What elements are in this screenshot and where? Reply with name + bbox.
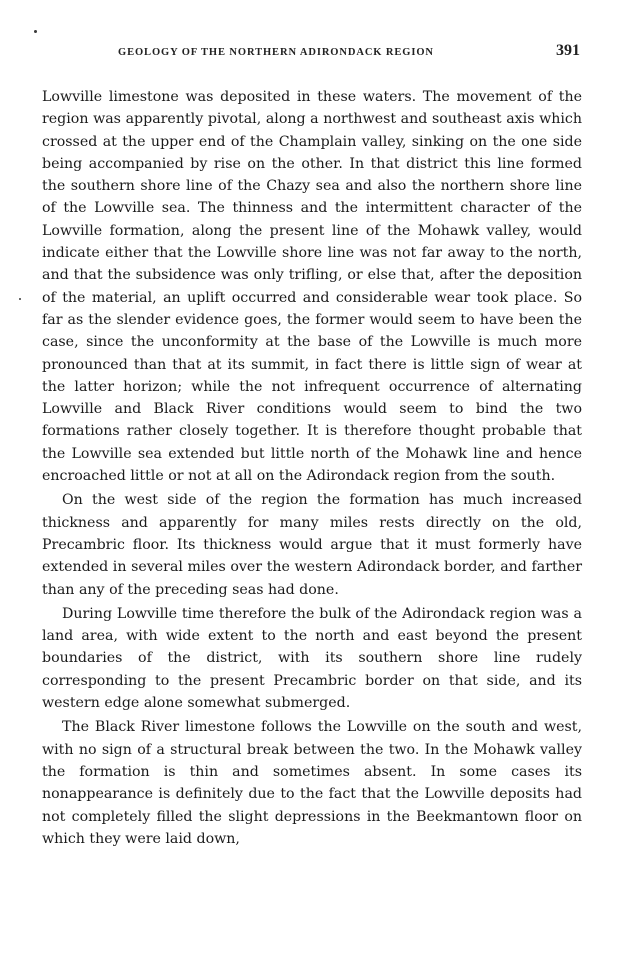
paragraph: On the west side of the region the formation has much increased thickness and apparently for many miles rests directly on the old, Precambric floor. Its thickness would argue that it must formerly have extended in several miles over the western Adirondack border, and farther than any of the preceding seas had done. xyxy=(42,492,582,598)
scan-speck xyxy=(19,298,21,300)
scan-speck xyxy=(34,30,37,33)
body-text xyxy=(42,86,582,850)
paragraph: Lowville limestone was deposited in these waters. The movement of the region was apparently pivotal, along a northwest and southeast axis which crossed at the upper end of the Champlain valley, sinking on the one side being accompanied by rise on the other. In that district this line formed the southern shore line of the Chazy sea and also the northern shore line of the Lowville sea. The thinness and the intermittent character of the Lowville formation, along the present line of the Mohawk valley, would indicate either that the Lowville shore line was not far away to the north, and that the subsidence was only trifling, or else that, after the deposition of the material, an uplift occurred and considerable wear took place. So far as the slender evidence goes, the former would seem to have been the case, since the unconformity at the base of the Lowville is much more pronounced than that at its summit, in fact there is little sign of wear at the latter horizon; while the not infrequent occurrence of alternating Lowville and Black River conditions would seem to bind the two formations rather closely together. It is therefore thought probable that the Lowville sea extended but little north of the Mohawk line and hence encroached little or not at all on the Adirondack region from the south. xyxy=(42,89,582,485)
paragraph: During Lowville time therefore the bulk of the Adirondack region was a land area, with wide extent to the north and east beyond the present boundaries of the district, with its southern shore line rudely corresponding to the present Precambric border on that side, and its western edge alone somewhat submerged. xyxy=(42,605,582,712)
running-head: GEOLOGY OF THE NORTHERN ADIRONDACK REGION xyxy=(118,47,434,58)
page-header xyxy=(42,42,582,66)
paragraph: The Black River limestone follows the Lowville on the south and west, with no sign of a structural break between the two. In the Mohawk valley the formation is thin and sometimes absent. In some cases its nonappearance is definitely due to the fact that the Lowville deposits had not completely filled the slight depressions in the Beekmantown floor on which they were laid down, xyxy=(42,719,582,847)
page-number: 391 xyxy=(556,42,580,59)
